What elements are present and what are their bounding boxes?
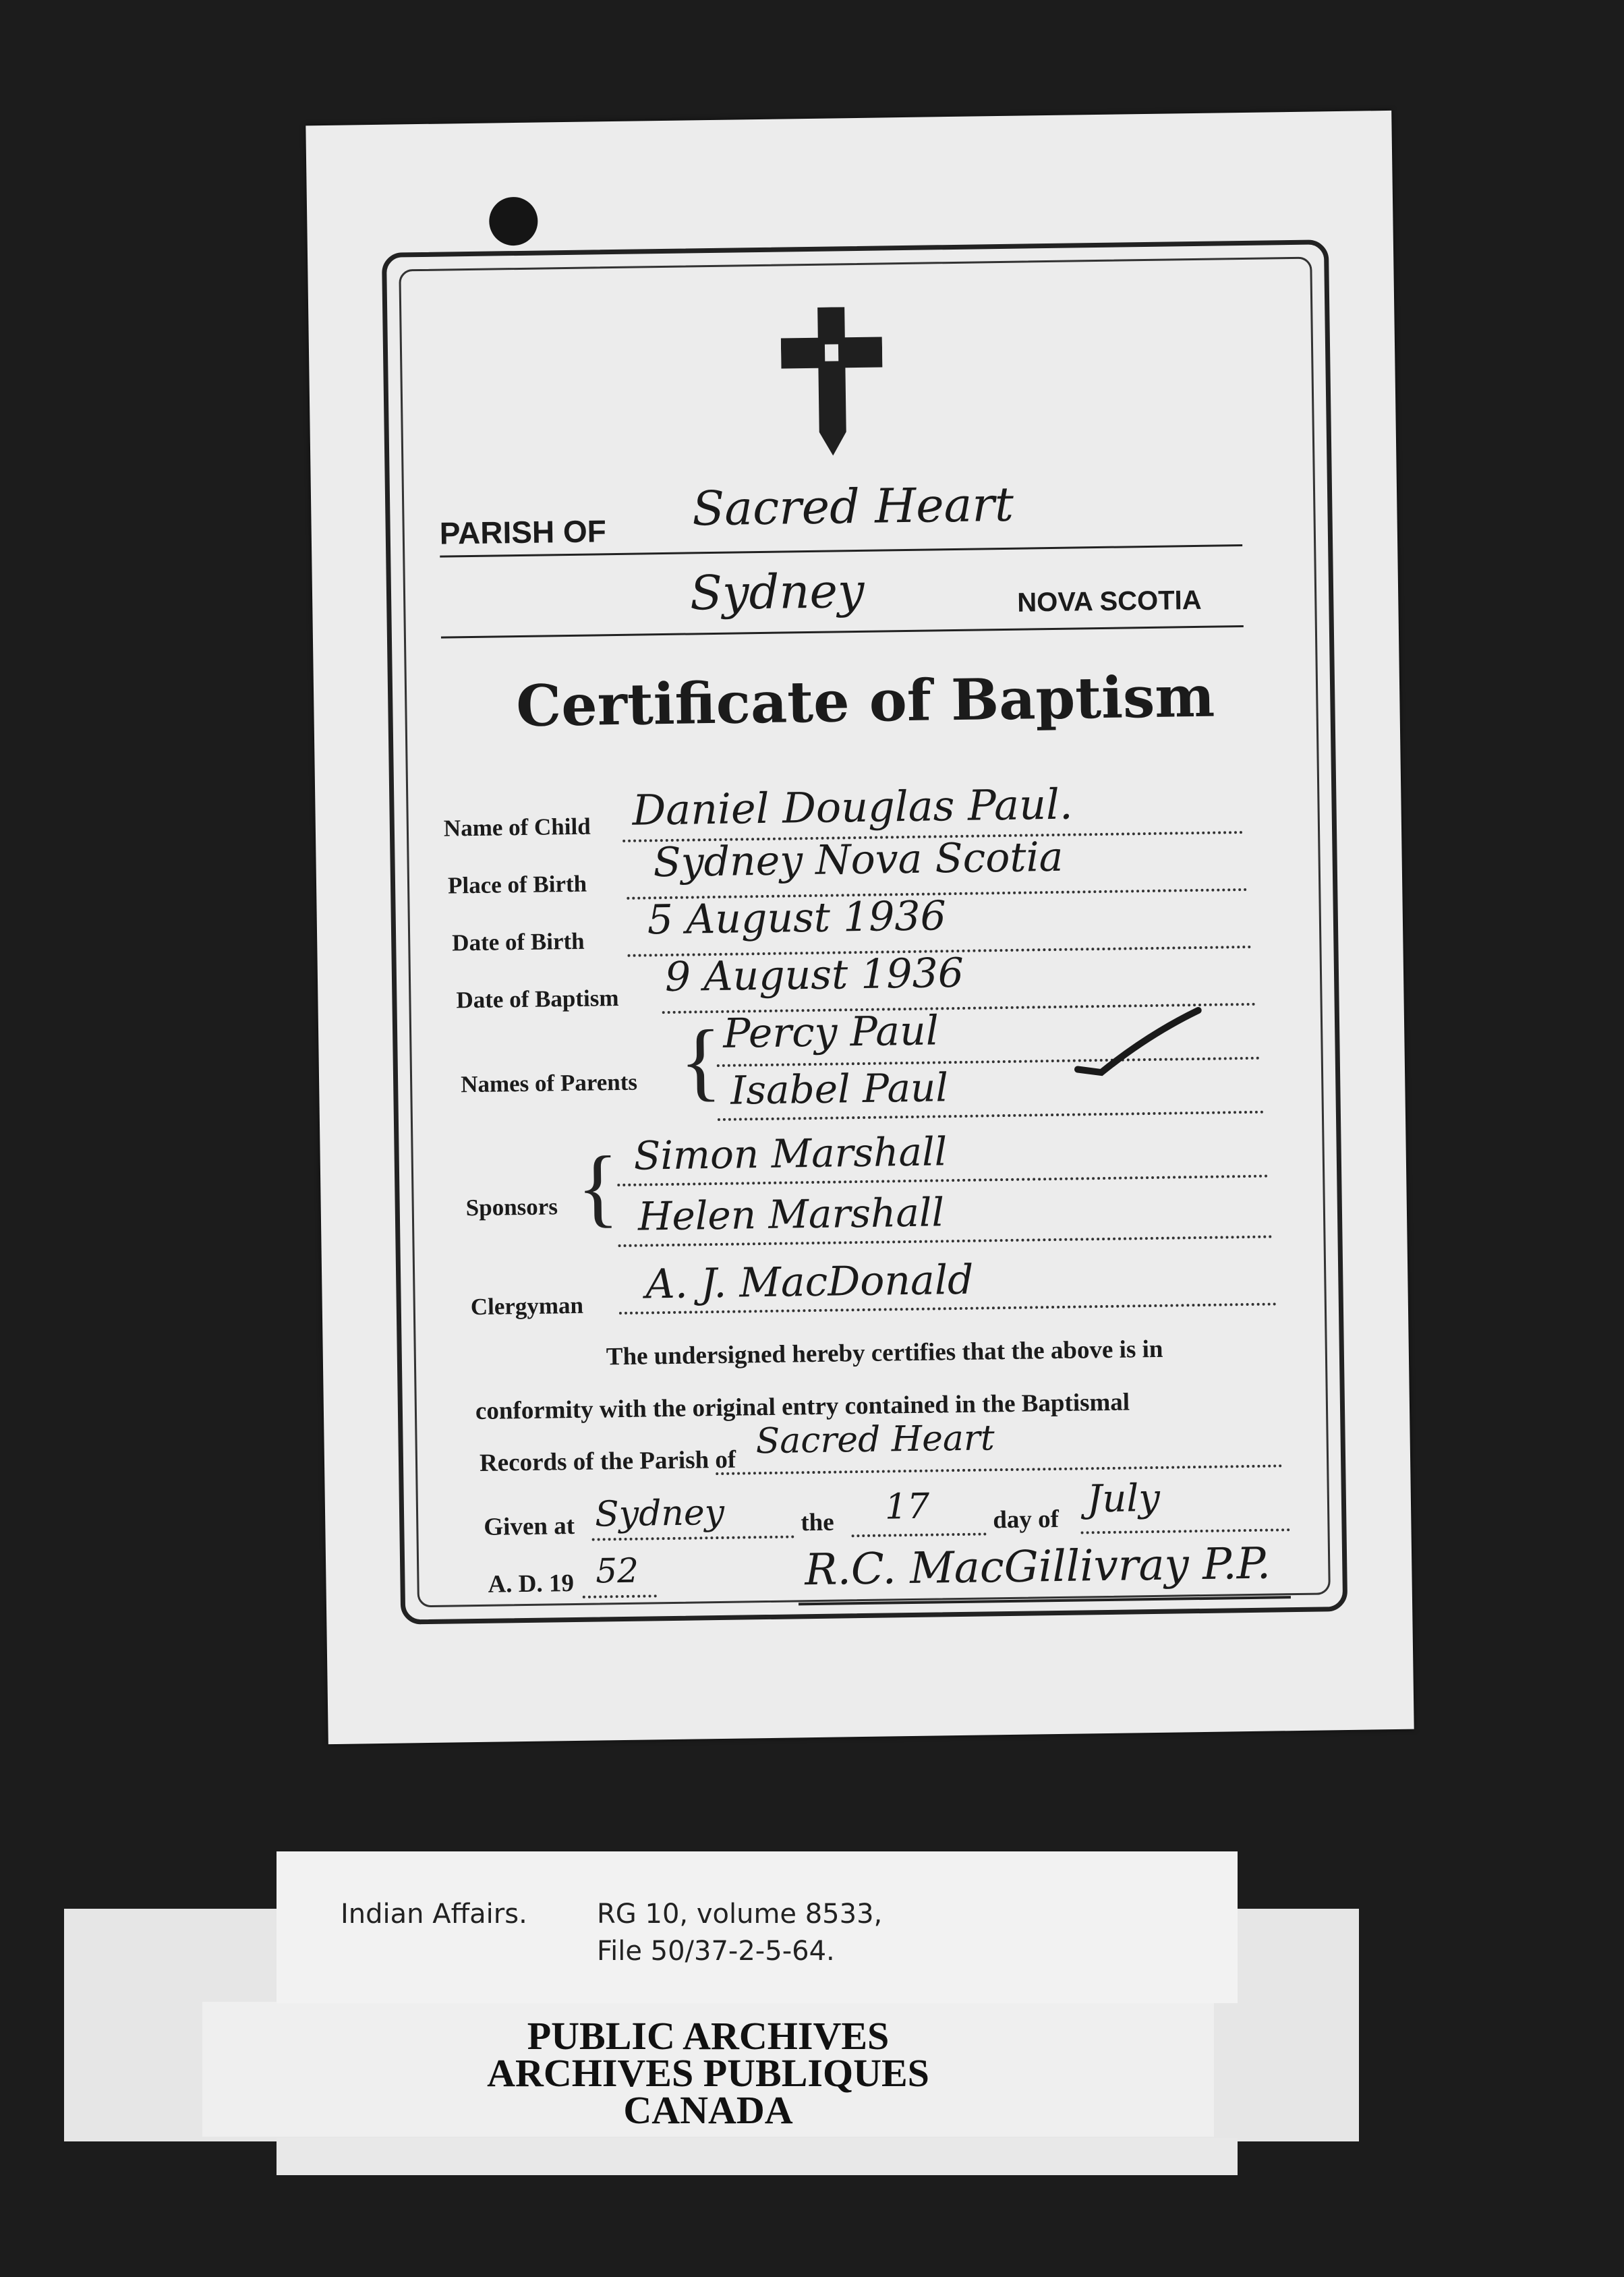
date-of-baptism-label: Date of Baptism: [456, 985, 619, 1014]
day-of-label: day of: [993, 1505, 1060, 1534]
names-of-parents-label: Names of Parents: [460, 1068, 638, 1098]
date-of-baptism-value: 9 August 1936: [664, 949, 964, 1002]
place-of-birth-label: Place of Birth: [447, 870, 587, 899]
name-of-child-label: Name of Child: [443, 813, 591, 842]
date-of-birth-value: 5 August 1936: [647, 892, 947, 944]
archive-stamp-line-3: CANADA: [623, 2088, 793, 2132]
sponsor-1-value: Simon Marshall: [633, 1128, 948, 1179]
archive-stamp-line-1: PUBLIC ARCHIVES: [527, 2014, 890, 2058]
punch-hole: [489, 197, 538, 246]
pastor-signature: R.C. MacGillivray P.P.: [804, 1538, 1271, 1596]
certificate-title: Certificate of Baptism: [515, 662, 1215, 740]
town-value: Sydney: [689, 563, 865, 621]
clergyman-label: Clergyman: [470, 1292, 584, 1321]
certificate-card: PARISH OF Sacred Heart Sydney NOVA SCOTIA Certificate of Baptism Name of Child Daniel Douglas Paul. Place of Birth Sydney Nova Scotia Date of Birth 5 August 1936 Date of Baptism 9 August 1936 Names of Parents { Percy Paul Isabel Paul Sponsors { Simon Marshall Helen Marshall Clergyman A. J. MacDonald The undersigned hereby certifies that the above is in conformity with the original entry contained in the Baptismal Records of the Parish of Sacred Heart Given at Sydney the 17 day of July A. D. 19 52 R.C. MacGillivray P.P.: [306, 111, 1414, 1744]
clergyman-value: A. J. MacDonald: [645, 1256, 974, 1308]
given-at-label: Given at: [484, 1511, 575, 1541]
archive-ref-line-2: File 50/37-2-5-64.: [597, 1936, 835, 1967]
given-at-value: Sydney: [594, 1492, 725, 1535]
place-of-birth-value: Sydney Nova Scotia: [653, 833, 1064, 887]
records-value: Sacred Heart: [755, 1418, 995, 1462]
parent-2-value: Isabel Paul: [730, 1064, 949, 1114]
certification-line-2: conformity with the original entry contained in the Baptismal: [475, 1388, 1130, 1426]
province: NOVA SCOTIA: [1016, 585, 1202, 618]
cross-icon: [780, 306, 883, 456]
sponsors-label: Sponsors: [465, 1193, 558, 1221]
ad-label: A. D. 19: [488, 1569, 575, 1598]
archive-ref-line-1: RG 10, volume 8533,: [597, 1899, 883, 1930]
sponsor-2-value: Helen Marshall: [637, 1189, 945, 1240]
parent-1-value: Percy Paul: [722, 1007, 939, 1058]
archive-department: Indian Affairs.: [341, 1899, 527, 1930]
parish-value: Sacred Heart: [691, 476, 1014, 537]
certification-line-1: The undersigned hereby certifies that the above is in: [606, 1335, 1163, 1371]
date-of-birth-label: Date of Birth: [451, 927, 585, 956]
year-value: 52: [595, 1551, 639, 1591]
day-value: 17: [884, 1486, 930, 1528]
records-label: Records of the Parish of: [479, 1445, 736, 1477]
the-label: the: [801, 1508, 834, 1537]
archive-stamp-line-2: ARCHIVES PUBLIQUES: [487, 2051, 929, 2095]
month-value: July: [1086, 1476, 1161, 1522]
parish-label: PARISH OF: [439, 513, 607, 551]
name-of-child-value: Daniel Douglas Paul.: [632, 779, 1073, 835]
checkmark-icon: [1074, 1007, 1203, 1083]
